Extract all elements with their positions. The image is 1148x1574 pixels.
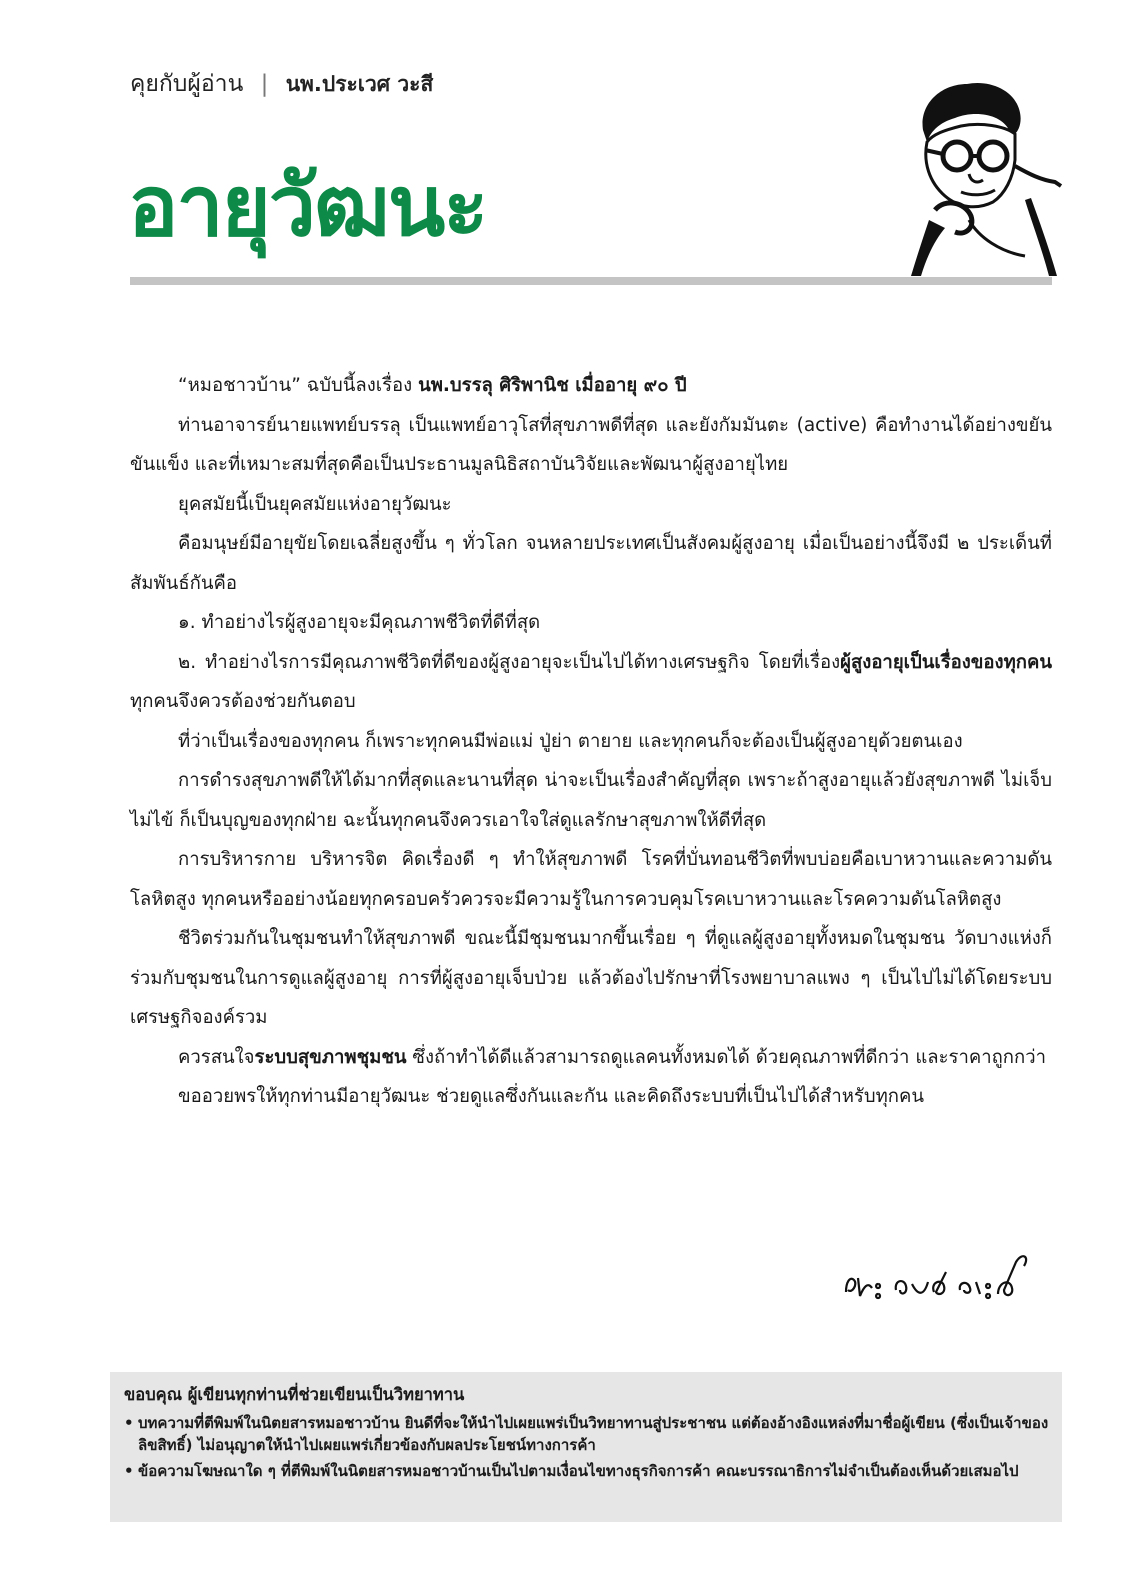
- text-run: ๒. ทำอย่างไรการมีคุณภาพชีวิตที่ดีของผู้สูงอายุจะเป็นไปได้ทางเศรษฐกิจ โดยที่เรื่อง: [178, 651, 841, 673]
- article-paragraph: [130, 366, 1052, 406]
- header-separator: |: [260, 71, 269, 97]
- article-paragraph: [130, 761, 1052, 840]
- text-run: การบริหารกาย บริหารจิต คิดเรื่องดี ๆ ทำให้สุขภาพดี โรคที่บั่นทอนชีวิตที่พบบ่อยคือเบาหวานและความดันโลหิตสูง ทุกคนหรืออย่างน้อยทุกครอบครัวควรจะมีความรู้ในการควบคุมโรคเบาหวานและโรคความดันโลหิตสูง: [130, 849, 1052, 910]
- column-header: [130, 66, 433, 102]
- footer-list: [124, 1412, 1050, 1486]
- article-paragraph: [130, 603, 1052, 643]
- author-portrait-icon: [905, 70, 1065, 280]
- footer-item: • ข้อความโฆษณาใด ๆ ที่ตีพิมพ์ในนิตยสารหมอชาวบ้านเป็นไปตามเงื่อนไขทางธุรกิจการค้า คณะบรรณาธิการไม่จำเป็นต้องเห็นด้วยเสมอไป: [124, 1462, 1019, 1480]
- article-paragraph: [130, 1077, 1052, 1117]
- article-paragraph: [130, 919, 1052, 1038]
- text-run: ชีวิตร่วมกันในชุมชนทำให้สุขภาพดี ขณะนี้มีชุมชนมากขึ้นเรื่อย ๆ ที่ดูแลผู้สูงอายุทั้งหมดในชุมชน วัดบางแห่งก็ร่วมกับชุมชนในการดูแลผู้สูงอายุ การที่ผู้สูงอายุเจ็บป่วย แล้วต้องไปรักษาที่โรงพยาบาลแพง ๆ เป็นไปไม่ได้โดยระบบเศรษฐกิจองค์รวม: [130, 928, 1052, 1028]
- title-divider: [130, 277, 1052, 285]
- text-run: ๑. ทำอย่างไรผู้สูงอายุจะมีคุณภาพชีวิตที่ดีที่สุด: [178, 612, 541, 633]
- bold-text: นพ.บรรลุ ศิริพานิช เมื่ออายุ ๙๐ ปี: [418, 375, 687, 396]
- text-run: ควรสนใจ: [178, 1046, 255, 1068]
- text-run: ซึ่งถ้าทำได้ดีแล้วสามารถดูแลคนทั้งหมดได้ ด้วยคุณภาพที่ดีกว่า และราคาถูกกว่า: [406, 1046, 1046, 1068]
- text-run: ขออวยพรให้ทุกท่านมีอายุวัฒนะ ช่วยดูแลซึ่งกันและกัน และคิดถึงระบบที่เป็นไปได้สำหรับทุกคน: [178, 1086, 925, 1107]
- text-run: ที่ว่าเป็นเรื่องของทุกคน ก็เพราะทุกคนมีพ่อแม่ ปู่ย่า ตายาย และทุกคนก็จะต้องเป็นผู้สูงอายุด้วยตนเอง: [178, 730, 963, 752]
- column-name: คุยกับผู้อ่าน: [130, 71, 244, 97]
- article-paragraph: [130, 406, 1052, 485]
- article-paragraph: [130, 840, 1052, 919]
- article-paragraph: [130, 722, 1052, 762]
- text-run: ยุคสมัยนี้เป็นยุคสมัยแห่งอายุวัฒนะ: [178, 493, 452, 515]
- bold-text: ผู้สูงอายุเป็นเรื่องของทุกคน: [840, 651, 1052, 673]
- text-run: ท่านอาจารย์นายแพทย์บรรลุ เป็นแพทย์อาวุโสที่สุขภาพดีที่สุด และยังกัมมันตะ (active) คือทำงานได้อย่างขยันขันแข็ง และที่เหมาะสมที่สุดคือเป็นประธานมูลนิธิสถาบันวิจัยและพัฒนาผู้สูงอายุไทย: [130, 414, 1052, 475]
- author-name: นพ.ประเวศ วะสี: [285, 72, 434, 96]
- article-paragraph: [130, 643, 1052, 722]
- bullet-icon: •: [124, 1414, 134, 1432]
- bold-text: ระบบสุขภาพชุมชน: [254, 1046, 407, 1068]
- handwritten-signature-icon: [838, 1242, 1038, 1312]
- text-run: “หมอชาวบ้าน” ฉบับนี้ลงเรื่อง: [178, 375, 419, 396]
- bullet-icon: •: [124, 1462, 134, 1480]
- footer-notice: [110, 1372, 1062, 1522]
- text-run: ทุกคนจึงควรต้องช่วยกันตอบ: [130, 691, 356, 712]
- text-run: คือมนุษย์มีอายุขัยโดยเฉลี่ยสูงขึ้น ๆ ทั่วโลก จนหลายประเทศเป็นสังคมผู้สูงอายุ เมื่อเป็นอย่างนี้จึงมี ๒ ประเด็นที่สัมพันธ์กันคือ: [130, 533, 1052, 594]
- page-title: อายุวัฒนะ: [128, 157, 487, 255]
- text-run: การดำรงสุขภาพดีให้ได้มากที่สุดและนานที่สุด น่าจะเป็นเรื่องสำคัญที่สุด เพราะถ้าสูงอายุแล้วยังสุขภาพดี ไม่เจ็บไม่ไข้ ก็เป็นบุญของทุกฝ่าย ฉะนั้นทุกคนจึงควรเอาใจใส่ดูแลรักษาสุขภาพให้ดีที่สุด: [130, 770, 1052, 831]
- article-paragraph: [130, 524, 1052, 603]
- article-paragraph: [130, 485, 1052, 525]
- article-body: [130, 366, 1052, 1117]
- footer-item: • บทความที่ตีพิมพ์ในนิตยสารหมอชาวบ้าน ยินดีที่จะให้นำไปเผยแพร่เป็นวิทยาทานสู่ประชาชน แต่ต้องอ้างอิงแหล่งที่มาชื่อผู้เขียน (ซึ่งเป็นเจ้าของลิขสิทธิ์) ไม่อนุญาตให้นำไปเผยแพร่เกี่ยวข้องกับผลประโยชน์ทางการค้า: [124, 1414, 1049, 1454]
- footer-title: ขอบคุณ ผู้เขียนทุกท่านที่ช่วยเขียนเป็นวิทยาทาน: [124, 1385, 465, 1404]
- article-paragraph: [130, 1038, 1052, 1078]
